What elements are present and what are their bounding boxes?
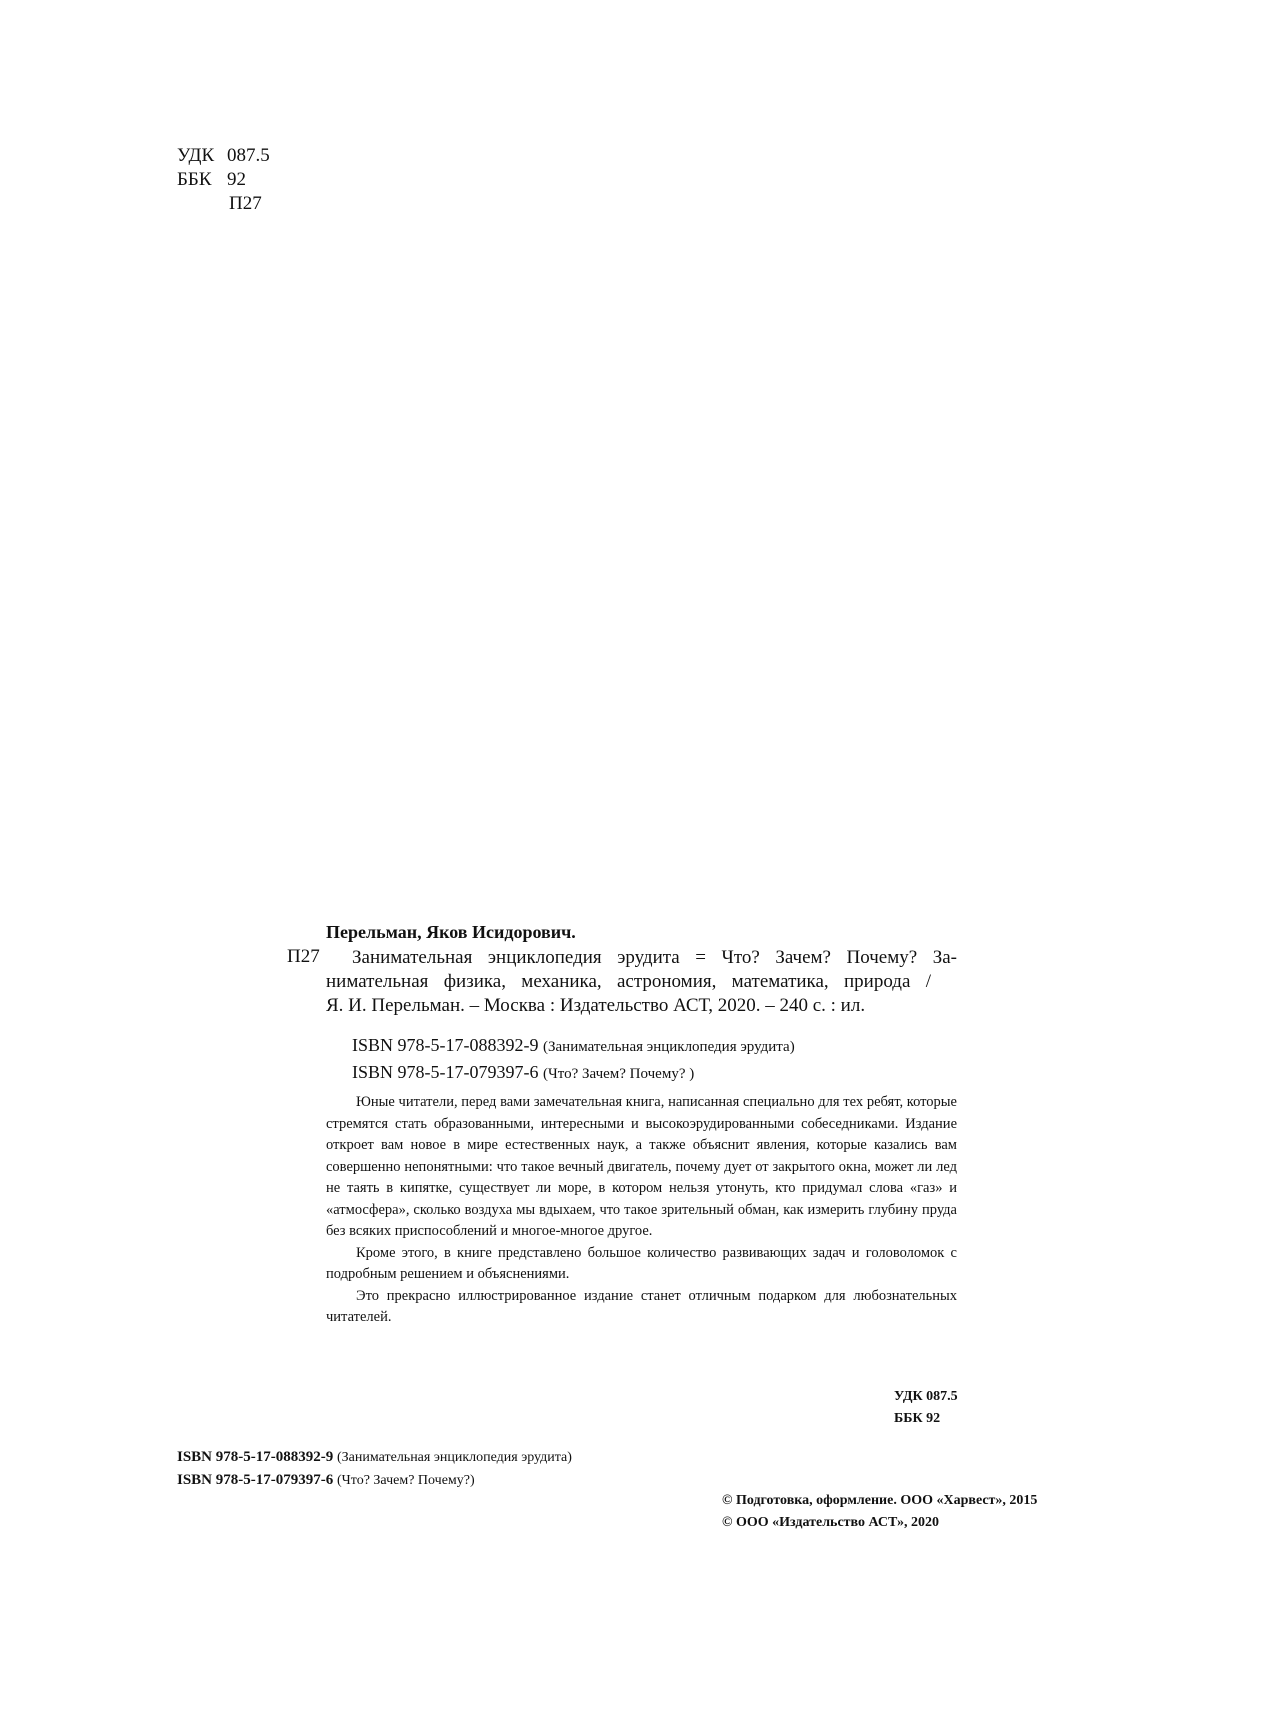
bbk-code: ББК 92 xyxy=(894,1411,941,1426)
author-heading: Перельман, Яков Исидорович. xyxy=(326,922,576,942)
annotation-paragraph: Юные читатели, перед вами замечательная книга, написанная специально для тех ребят, которые стремятся стать образованными, интересными и высокоэрудированными собеседниками. Издание откроет вам новое в мире естественных наук, а также объяснит явления, которые казались вам совершенно непонятными: что такое вечный двигатель, почему дует от закрытого окна, может ли лед не таять в кипятке, существует ли море, в котором нельзя утонуть, кто придумал слова «газ» и «атмосфера», сколько воздуха мы вдыхаем, что такое зрительный обман, как измерить глубину пруда без всяких приспособлений и многое-многое другое. xyxy=(326,1094,957,1239)
description-line: Я. И. Перельман. – Москва : Издательство АСТ, 2020. – 240 с. : ил. xyxy=(326,995,866,1016)
isbn-line xyxy=(177,1469,572,1492)
udk-code: УДК 087.5 xyxy=(894,1389,958,1404)
copyright-line: © ООО «Издательство АСТ», 2020 xyxy=(722,1515,940,1530)
isbn-number: ISBN 978-5-17-088392-9 xyxy=(177,1449,334,1465)
isbn-line xyxy=(177,1446,572,1469)
bottom-isbn-list xyxy=(177,1446,572,1492)
annotation-paragraph: Кроме этого, в книге представлено большое количество развивающих задач и головоломок с подробным решением и объяснениями. xyxy=(326,1244,957,1282)
description-line: нимательная физика, механика, астрономия, математика, природа / xyxy=(326,971,931,992)
isbn-note: (Что? Зачем? Почему? ) xyxy=(543,1066,695,1082)
bbk-value: 92 xyxy=(227,169,246,190)
isbn-number: ISBN 978-5-17-088392-9 xyxy=(352,1035,539,1055)
udk-row xyxy=(177,144,270,168)
isbn-line xyxy=(352,1060,795,1087)
isbn-number: ISBN 978-5-17-079397-6 xyxy=(352,1062,539,1082)
isbn-number: ISBN 978-5-17-079397-6 xyxy=(177,1472,334,1488)
author-cutter-code: П27 xyxy=(229,193,262,214)
isbn-line xyxy=(352,1033,795,1060)
copyright-line: © Подготовка, оформление. ООО «Харвест», 2015 xyxy=(722,1493,1038,1508)
bbk-row xyxy=(177,168,270,192)
copyright-block xyxy=(722,1490,1037,1534)
isbn-note: (Занимательная энциклопедия эрудита) xyxy=(337,1450,572,1465)
record-isbn-list xyxy=(352,1033,795,1087)
udk-value: 087.5 xyxy=(227,145,270,166)
description-line: Занимательная энциклопедия эрудита = Что? Зачем? Почему? За- xyxy=(352,947,957,968)
top-classification xyxy=(177,144,270,216)
classification-right xyxy=(894,1386,958,1430)
record-cutter-code: П27 xyxy=(287,946,320,967)
bbk-label: ББК xyxy=(177,169,212,190)
annotation xyxy=(326,1092,957,1329)
bibliographic-description xyxy=(326,946,957,1018)
isbn-note: (Занимательная энциклопедия эрудита) xyxy=(543,1039,795,1055)
isbn-note: (Что? Зачем? Почему?) xyxy=(337,1473,475,1488)
annotation-paragraph: Это прекрасно иллюстрированное издание станет отличным подарком для любознательных читателей. xyxy=(326,1287,957,1325)
udk-label: УДК xyxy=(177,145,215,166)
